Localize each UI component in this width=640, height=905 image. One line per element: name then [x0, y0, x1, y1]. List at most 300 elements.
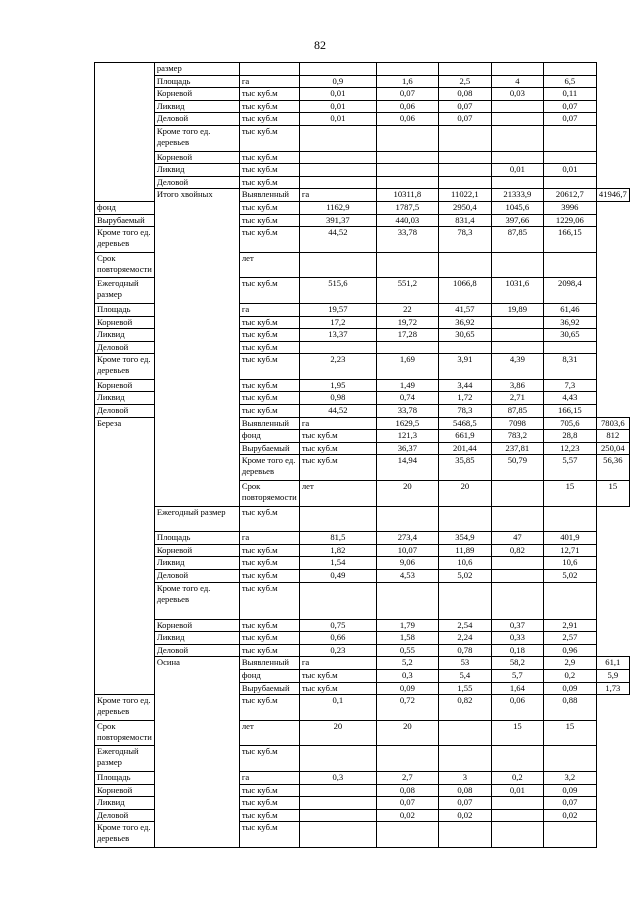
- indicator-cell: Кроме того ед. деревьев: [154, 125, 239, 151]
- value-cell: [438, 176, 491, 189]
- value-cell: 4,39: [491, 354, 543, 380]
- value-cell: [491, 252, 543, 278]
- value-cell: 6,5: [543, 75, 596, 88]
- value-cell: 1,72: [438, 392, 491, 405]
- value-cell: 1,82: [299, 544, 376, 557]
- indicator-cell: Выявленный: [239, 657, 299, 670]
- unit-cell: га: [239, 75, 299, 88]
- value-cell: 0,82: [438, 695, 491, 721]
- unit-cell: тыс куб.м: [239, 278, 299, 304]
- value-cell: 87,85: [491, 227, 543, 253]
- value-cell: 5,7: [491, 669, 543, 682]
- indicator-cell: Ликвид: [154, 557, 239, 570]
- unit-cell: тыс куб.м: [239, 644, 299, 657]
- indicator-cell: Ликвид: [154, 164, 239, 177]
- value-cell: 515,6: [299, 278, 376, 304]
- value-cell: 440,03: [376, 214, 438, 227]
- indicator-cell: Корневой: [154, 619, 239, 632]
- table-body: [95, 63, 630, 848]
- value-cell: 20612,7: [543, 189, 596, 202]
- value-cell: 0,06: [491, 695, 543, 721]
- value-cell: [491, 329, 543, 342]
- value-cell: [376, 746, 438, 772]
- value-cell: [491, 113, 543, 126]
- unit-cell: лет: [299, 481, 376, 507]
- value-cell: 0,72: [376, 695, 438, 721]
- unit-cell: тыс куб.м: [239, 316, 299, 329]
- value-cell: 0,01: [299, 88, 376, 101]
- unit-cell: тыс куб.м: [299, 669, 376, 682]
- value-cell: 0,03: [491, 88, 543, 101]
- value-cell: 2,7: [376, 771, 438, 784]
- value-cell: 56,36: [596, 455, 629, 481]
- unit-cell: лет: [239, 252, 299, 278]
- indicator-cell: Ликвид: [95, 329, 155, 342]
- value-cell: [438, 720, 491, 746]
- value-cell: 783,2: [491, 430, 543, 443]
- unit-cell: тыс куб.м: [239, 329, 299, 342]
- species-cell: Береза: [95, 417, 155, 695]
- value-cell: 2,9: [543, 657, 596, 670]
- value-cell: 0,01: [491, 164, 543, 177]
- value-cell: 0,1: [299, 695, 376, 721]
- value-cell: 33,78: [376, 227, 438, 253]
- value-cell: 15: [596, 481, 629, 507]
- value-cell: 5468,5: [438, 417, 491, 430]
- value-cell: 7803,6: [596, 417, 629, 430]
- unit-cell: тыс куб.м: [239, 379, 299, 392]
- value-cell: 0,23: [299, 644, 376, 657]
- value-cell: 166,15: [543, 405, 596, 418]
- table-row: [95, 582, 630, 619]
- unit-cell: тыс куб.м: [239, 354, 299, 380]
- table-row: [95, 113, 630, 126]
- value-cell: 78,3: [438, 227, 491, 253]
- indicator-cell: Корневой: [95, 379, 155, 392]
- value-cell: 20: [376, 720, 438, 746]
- value-cell: 0,96: [543, 644, 596, 657]
- value-cell: 4,53: [376, 570, 438, 583]
- value-cell: [491, 746, 543, 772]
- value-cell: 81,5: [299, 532, 376, 545]
- indicator-cell: Вырубаемый: [95, 214, 155, 227]
- value-cell: 0,49: [299, 570, 376, 583]
- value-cell: 1031,6: [491, 278, 543, 304]
- value-cell: 3,86: [491, 379, 543, 392]
- value-cell: [438, 151, 491, 164]
- value-cell: 0,37: [491, 619, 543, 632]
- value-cell: 17,2: [299, 316, 376, 329]
- value-cell: 44,52: [299, 227, 376, 253]
- value-cell: [543, 822, 596, 848]
- indicator-cell: Корневой: [154, 151, 239, 164]
- value-cell: 201,44: [438, 442, 491, 455]
- unit-cell: тыс куб.м: [239, 164, 299, 177]
- value-cell: [376, 341, 438, 354]
- value-cell: [376, 63, 438, 76]
- value-cell: 250,04: [596, 442, 629, 455]
- value-cell: 30,65: [543, 329, 596, 342]
- value-cell: 12,23: [543, 442, 596, 455]
- value-cell: [543, 582, 596, 619]
- value-cell: 831,4: [438, 214, 491, 227]
- unit-cell: тыс куб.м: [239, 100, 299, 113]
- value-cell: 61,46: [543, 303, 596, 316]
- value-cell: [376, 506, 438, 532]
- unit-cell: тыс куб.м: [239, 797, 299, 810]
- indicator-cell: Деловой: [95, 341, 155, 354]
- table-row: [95, 544, 630, 557]
- value-cell: 13,37: [299, 329, 376, 342]
- value-cell: [543, 176, 596, 189]
- value-cell: 0,07: [438, 113, 491, 126]
- value-cell: 0,07: [438, 100, 491, 113]
- table-row: [95, 88, 630, 101]
- value-cell: [543, 151, 596, 164]
- table-row: [95, 164, 630, 177]
- value-cell: 3996: [543, 201, 596, 214]
- unit-cell: тыс куб.м: [239, 125, 299, 151]
- value-cell: 2,24: [438, 632, 491, 645]
- value-cell: 401,9: [543, 532, 596, 545]
- indicator-cell: Выявленный: [239, 189, 299, 202]
- value-cell: 661,9: [438, 430, 491, 443]
- indicator-cell: Кроме того ед. деревьев: [239, 455, 299, 481]
- indicator-cell: Корневой: [154, 88, 239, 101]
- value-cell: 58,2: [491, 657, 543, 670]
- indicator-cell: Деловой: [95, 809, 155, 822]
- value-cell: [376, 582, 438, 619]
- value-cell: 0,07: [376, 88, 438, 101]
- unit-cell: га: [239, 303, 299, 316]
- value-cell: 0,08: [438, 784, 491, 797]
- value-cell: 20: [299, 720, 376, 746]
- value-cell: 0,09: [376, 682, 438, 695]
- table-row: [95, 557, 630, 570]
- value-cell: 0,09: [543, 784, 596, 797]
- value-cell: [543, 63, 596, 76]
- value-cell: 1,49: [376, 379, 438, 392]
- value-cell: [438, 252, 491, 278]
- unit-cell: тыс куб.м: [299, 430, 376, 443]
- value-cell: 15: [543, 720, 596, 746]
- value-cell: 14,94: [376, 455, 438, 481]
- unit-cell: тыс куб.м: [239, 214, 299, 227]
- indicator-cell: Деловой: [154, 176, 239, 189]
- value-cell: [299, 809, 376, 822]
- value-cell: [438, 164, 491, 177]
- value-cell: [491, 557, 543, 570]
- value-cell: 0,2: [543, 669, 596, 682]
- value-cell: 5,02: [438, 570, 491, 583]
- table-row: [95, 632, 630, 645]
- value-cell: 0,01: [299, 113, 376, 126]
- value-cell: 273,4: [376, 532, 438, 545]
- value-cell: [299, 797, 376, 810]
- unit-cell: тыс куб.м: [239, 176, 299, 189]
- indicator-cell: Ликвид: [95, 392, 155, 405]
- indicator-cell: Срок повторяемости: [95, 720, 155, 746]
- value-cell: 9,06: [376, 557, 438, 570]
- indicator-cell: Кроме того ед. деревьев: [154, 582, 239, 619]
- value-cell: 1,95: [299, 379, 376, 392]
- indicator-cell: Кроме того ед. деревьев: [95, 354, 155, 380]
- value-cell: 8,31: [543, 354, 596, 380]
- value-cell: 0,06: [376, 113, 438, 126]
- value-cell: 3,2: [543, 771, 596, 784]
- value-cell: [543, 746, 596, 772]
- value-cell: 0,02: [376, 809, 438, 822]
- indicator-cell: Площадь: [95, 771, 155, 784]
- unit-cell: га: [299, 189, 376, 202]
- unit-cell: га: [299, 657, 376, 670]
- unit-cell: тыс куб.м: [299, 455, 376, 481]
- indicator-cell: Ликвид: [154, 100, 239, 113]
- value-cell: 35,85: [438, 455, 491, 481]
- table-row: [95, 63, 630, 76]
- value-cell: [299, 176, 376, 189]
- value-cell: [491, 822, 543, 848]
- value-cell: 5,57: [543, 455, 596, 481]
- value-cell: 19,57: [299, 303, 376, 316]
- value-cell: 36,92: [543, 316, 596, 329]
- indicator-cell: Кроме того ед. деревьев: [95, 822, 155, 848]
- value-cell: 0,08: [438, 88, 491, 101]
- value-cell: 0,11: [543, 88, 596, 101]
- value-cell: [376, 252, 438, 278]
- value-cell: [491, 481, 543, 507]
- species-cell: Осина: [154, 657, 239, 848]
- value-cell: 30,65: [438, 329, 491, 342]
- value-cell: 0,55: [376, 644, 438, 657]
- value-cell: [438, 582, 491, 619]
- value-cell: 0,18: [491, 644, 543, 657]
- value-cell: [299, 252, 376, 278]
- species-cell: [95, 63, 155, 202]
- table-row: [95, 189, 630, 202]
- value-cell: [376, 176, 438, 189]
- value-cell: 1,54: [299, 557, 376, 570]
- indicator-cell: Вырубаемый: [239, 442, 299, 455]
- indicator-cell: размер: [154, 63, 239, 76]
- value-cell: 87,85: [491, 405, 543, 418]
- value-cell: 0,9: [299, 75, 376, 88]
- value-cell: 0,88: [543, 695, 596, 721]
- value-cell: 0,98: [299, 392, 376, 405]
- value-cell: 4: [491, 75, 543, 88]
- value-cell: 0,09: [543, 682, 596, 695]
- indicator-cell: Деловой: [154, 570, 239, 583]
- unit-cell: [239, 63, 299, 76]
- value-cell: 44,52: [299, 405, 376, 418]
- table-row: [95, 619, 630, 632]
- value-cell: 1045,6: [491, 201, 543, 214]
- value-cell: 0,01: [491, 784, 543, 797]
- indicator-cell: Ежегодный размер: [95, 278, 155, 304]
- unit-cell: тыс куб.м: [239, 201, 299, 214]
- unit-cell: тыс куб.м: [239, 392, 299, 405]
- unit-cell: тыс куб.м: [239, 582, 299, 619]
- value-cell: 2950,4: [438, 201, 491, 214]
- value-cell: 0,3: [376, 669, 438, 682]
- indicator-cell: Кроме того ед. деревьев: [95, 695, 155, 721]
- value-cell: 36,37: [376, 442, 438, 455]
- unit-cell: тыс куб.м: [239, 632, 299, 645]
- value-cell: [491, 506, 543, 532]
- indicator-cell: Кроме того ед. деревьев: [95, 227, 155, 253]
- value-cell: 1162,9: [299, 201, 376, 214]
- value-cell: [491, 582, 543, 619]
- value-cell: [376, 125, 438, 151]
- table-row: [95, 100, 630, 113]
- value-cell: 1,58: [376, 632, 438, 645]
- value-cell: 19,72: [376, 316, 438, 329]
- value-cell: [299, 784, 376, 797]
- value-cell: 0,01: [299, 100, 376, 113]
- unit-cell: тыс куб.м: [239, 544, 299, 557]
- indicator-cell: Деловой: [95, 405, 155, 418]
- table-row: [95, 125, 630, 151]
- indicator-cell: Площадь: [95, 303, 155, 316]
- value-cell: [543, 252, 596, 278]
- value-cell: [299, 822, 376, 848]
- value-cell: 0,78: [438, 644, 491, 657]
- value-cell: [299, 746, 376, 772]
- indicator-cell: Выявленный: [239, 417, 299, 430]
- value-cell: [376, 164, 438, 177]
- table-row: [95, 506, 630, 532]
- value-cell: 2,57: [543, 632, 596, 645]
- value-cell: 4,43: [543, 392, 596, 405]
- value-cell: 10,6: [543, 557, 596, 570]
- value-cell: 78,3: [438, 405, 491, 418]
- unit-cell: га: [239, 771, 299, 784]
- value-cell: 2,71: [491, 392, 543, 405]
- value-cell: [491, 341, 543, 354]
- value-cell: [543, 341, 596, 354]
- value-cell: 0,74: [376, 392, 438, 405]
- indicator-cell: Корневой: [95, 784, 155, 797]
- value-cell: 397,66: [491, 214, 543, 227]
- unit-cell: га: [239, 532, 299, 545]
- value-cell: 0,3: [299, 771, 376, 784]
- value-cell: 0,07: [543, 100, 596, 113]
- value-cell: [491, 63, 543, 76]
- value-cell: [438, 506, 491, 532]
- value-cell: 0,06: [376, 100, 438, 113]
- value-cell: 5,02: [543, 570, 596, 583]
- value-cell: 0,08: [376, 784, 438, 797]
- indicator-cell: Ликвид: [95, 797, 155, 810]
- value-cell: 354,9: [438, 532, 491, 545]
- value-cell: [299, 341, 376, 354]
- indicator-cell: фонд: [239, 669, 299, 682]
- indicator-cell: Ежегодный размер: [154, 506, 239, 532]
- value-cell: 33,78: [376, 405, 438, 418]
- indicator-cell: фонд: [239, 430, 299, 443]
- table-row: [95, 532, 630, 545]
- unit-cell: тыс куб.м: [239, 784, 299, 797]
- value-cell: 3: [438, 771, 491, 784]
- value-cell: 0,33: [491, 632, 543, 645]
- unit-cell: тыс куб.м: [299, 682, 376, 695]
- value-cell: 10311,8: [376, 189, 438, 202]
- value-cell: 10,6: [438, 557, 491, 570]
- indicator-cell: Деловой: [154, 644, 239, 657]
- value-cell: 41946,7: [596, 189, 629, 202]
- unit-cell: тыс куб.м: [239, 570, 299, 583]
- value-cell: [299, 582, 376, 619]
- value-cell: [438, 341, 491, 354]
- table-row: [95, 657, 630, 670]
- unit-cell: тыс куб.м: [239, 341, 299, 354]
- indicator-cell: Ликвид: [154, 632, 239, 645]
- unit-cell: тыс куб.м: [239, 151, 299, 164]
- species-cell: Итого хвойных: [154, 189, 239, 506]
- value-cell: 551,2: [376, 278, 438, 304]
- unit-cell: тыс куб.м: [239, 88, 299, 101]
- value-cell: 0,02: [438, 809, 491, 822]
- value-cell: 2098,4: [543, 278, 596, 304]
- indicator-cell: Ежегодный размер: [95, 746, 155, 772]
- value-cell: 17,28: [376, 329, 438, 342]
- value-cell: 50,79: [491, 455, 543, 481]
- value-cell: 1,64: [491, 682, 543, 695]
- value-cell: 53: [438, 657, 491, 670]
- value-cell: [299, 164, 376, 177]
- table-row: [95, 176, 630, 189]
- unit-cell: тыс куб.м: [239, 809, 299, 822]
- value-cell: 1229,06: [543, 214, 596, 227]
- value-cell: 0,07: [543, 797, 596, 810]
- table-row: [95, 75, 630, 88]
- value-cell: 20: [376, 481, 438, 507]
- value-cell: 1,69: [376, 354, 438, 380]
- value-cell: 0,07: [543, 113, 596, 126]
- indicator-cell: Площадь: [154, 532, 239, 545]
- value-cell: 22: [376, 303, 438, 316]
- value-cell: [299, 63, 376, 76]
- value-cell: 15: [543, 481, 596, 507]
- value-cell: [438, 822, 491, 848]
- value-cell: 19,89: [491, 303, 543, 316]
- value-cell: 166,15: [543, 227, 596, 253]
- value-cell: 121,3: [376, 430, 438, 443]
- value-cell: 5,4: [438, 669, 491, 682]
- value-cell: 1,79: [376, 619, 438, 632]
- value-cell: 237,81: [491, 442, 543, 455]
- value-cell: 61,1: [596, 657, 629, 670]
- value-cell: 0,07: [438, 797, 491, 810]
- value-cell: 1,55: [438, 682, 491, 695]
- value-cell: [491, 797, 543, 810]
- value-cell: 1066,8: [438, 278, 491, 304]
- value-cell: [376, 822, 438, 848]
- value-cell: 0,01: [543, 164, 596, 177]
- value-cell: 5,9: [596, 669, 629, 682]
- value-cell: [299, 151, 376, 164]
- indicator-cell: Корневой: [154, 544, 239, 557]
- unit-cell: лет: [239, 720, 299, 746]
- value-cell: 2,54: [438, 619, 491, 632]
- value-cell: 7098: [491, 417, 543, 430]
- value-cell: 3,44: [438, 379, 491, 392]
- value-cell: [491, 125, 543, 151]
- value-cell: 812: [596, 430, 629, 443]
- value-cell: 12,71: [543, 544, 596, 557]
- value-cell: 0,75: [299, 619, 376, 632]
- value-cell: 1787,5: [376, 201, 438, 214]
